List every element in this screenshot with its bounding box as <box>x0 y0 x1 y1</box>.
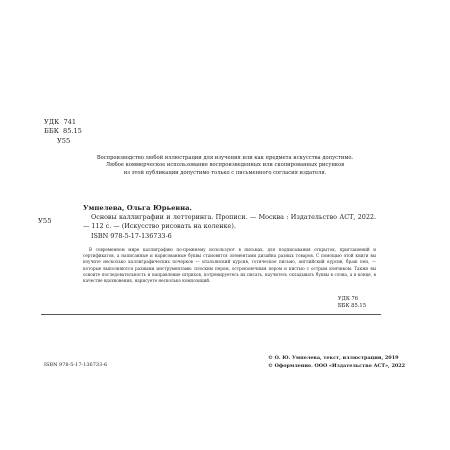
bottom-bbk: ББК 85.15 <box>337 303 366 309</box>
annotation: В современном мире каллиграфию по-прежнему используют в письмах, для подписывания открыток, приглашений и сертификатов, а написанные и нарисованные буквы становятся элементами дизайна разных товаров. С помощью этой книги вы изучите несколько каллиграфических почерков — итальянский курсив, готическое письмо, английский курсив, браш пен, — которые выполняются разными инструментами: плоским пером, остроконечным пером и кистью с острым кончиком. Также вы освоите последовательность и направление штрихов, потренируетесь их писать, научитесь складывать буквы в слова, а в конце, в качестве вдохновения, нарисуете несколько композиций. <box>83 247 376 283</box>
copyright-text: © О. Ю. Умпелева, текст, иллюстрации, 2019 <box>268 355 399 361</box>
udk-code: УДК 741 <box>44 118 77 126</box>
entry-author: Умпелева, Ольга Юрьевна. <box>83 204 192 212</box>
notice-line: Воспроизводство любой иллюстрации для изучения или как предмета искусства допустимо. <box>96 155 354 161</box>
author-mark: У55 <box>57 136 71 145</box>
bottom-classification <box>338 296 366 310</box>
entry-isbn: ISBN 978-5-17-136733-6 <box>91 232 172 241</box>
bottom-udk: УДК 76 <box>337 296 359 302</box>
bbk-code: ББК 85.15 <box>44 127 82 136</box>
notice-line: Любое коммерческое использование воспроизведенных или скопированных рисунков <box>105 162 345 169</box>
copyright-block <box>268 354 405 370</box>
notice-line: из этой публикации допустимо только с письменного согласия издателя. <box>123 169 327 176</box>
divider <box>41 314 381 315</box>
reproduction-notice <box>0 155 450 177</box>
bibliographic-description: Основы каллиграфии и леттеринга. Прописи. — Москва : Издательство АСТ, 2022. — 112 с. — (Искусство рисовать на коленке). <box>83 213 376 230</box>
entry-body <box>83 204 376 288</box>
classification-codes <box>44 118 82 146</box>
entry-author-mark: У55 <box>38 217 52 225</box>
footer-isbn: ISBN 978-5-17-136733-6 <box>44 362 108 368</box>
copyright-design: © Оформление. ООО «Издательство АСТ», 2022 <box>268 363 406 370</box>
